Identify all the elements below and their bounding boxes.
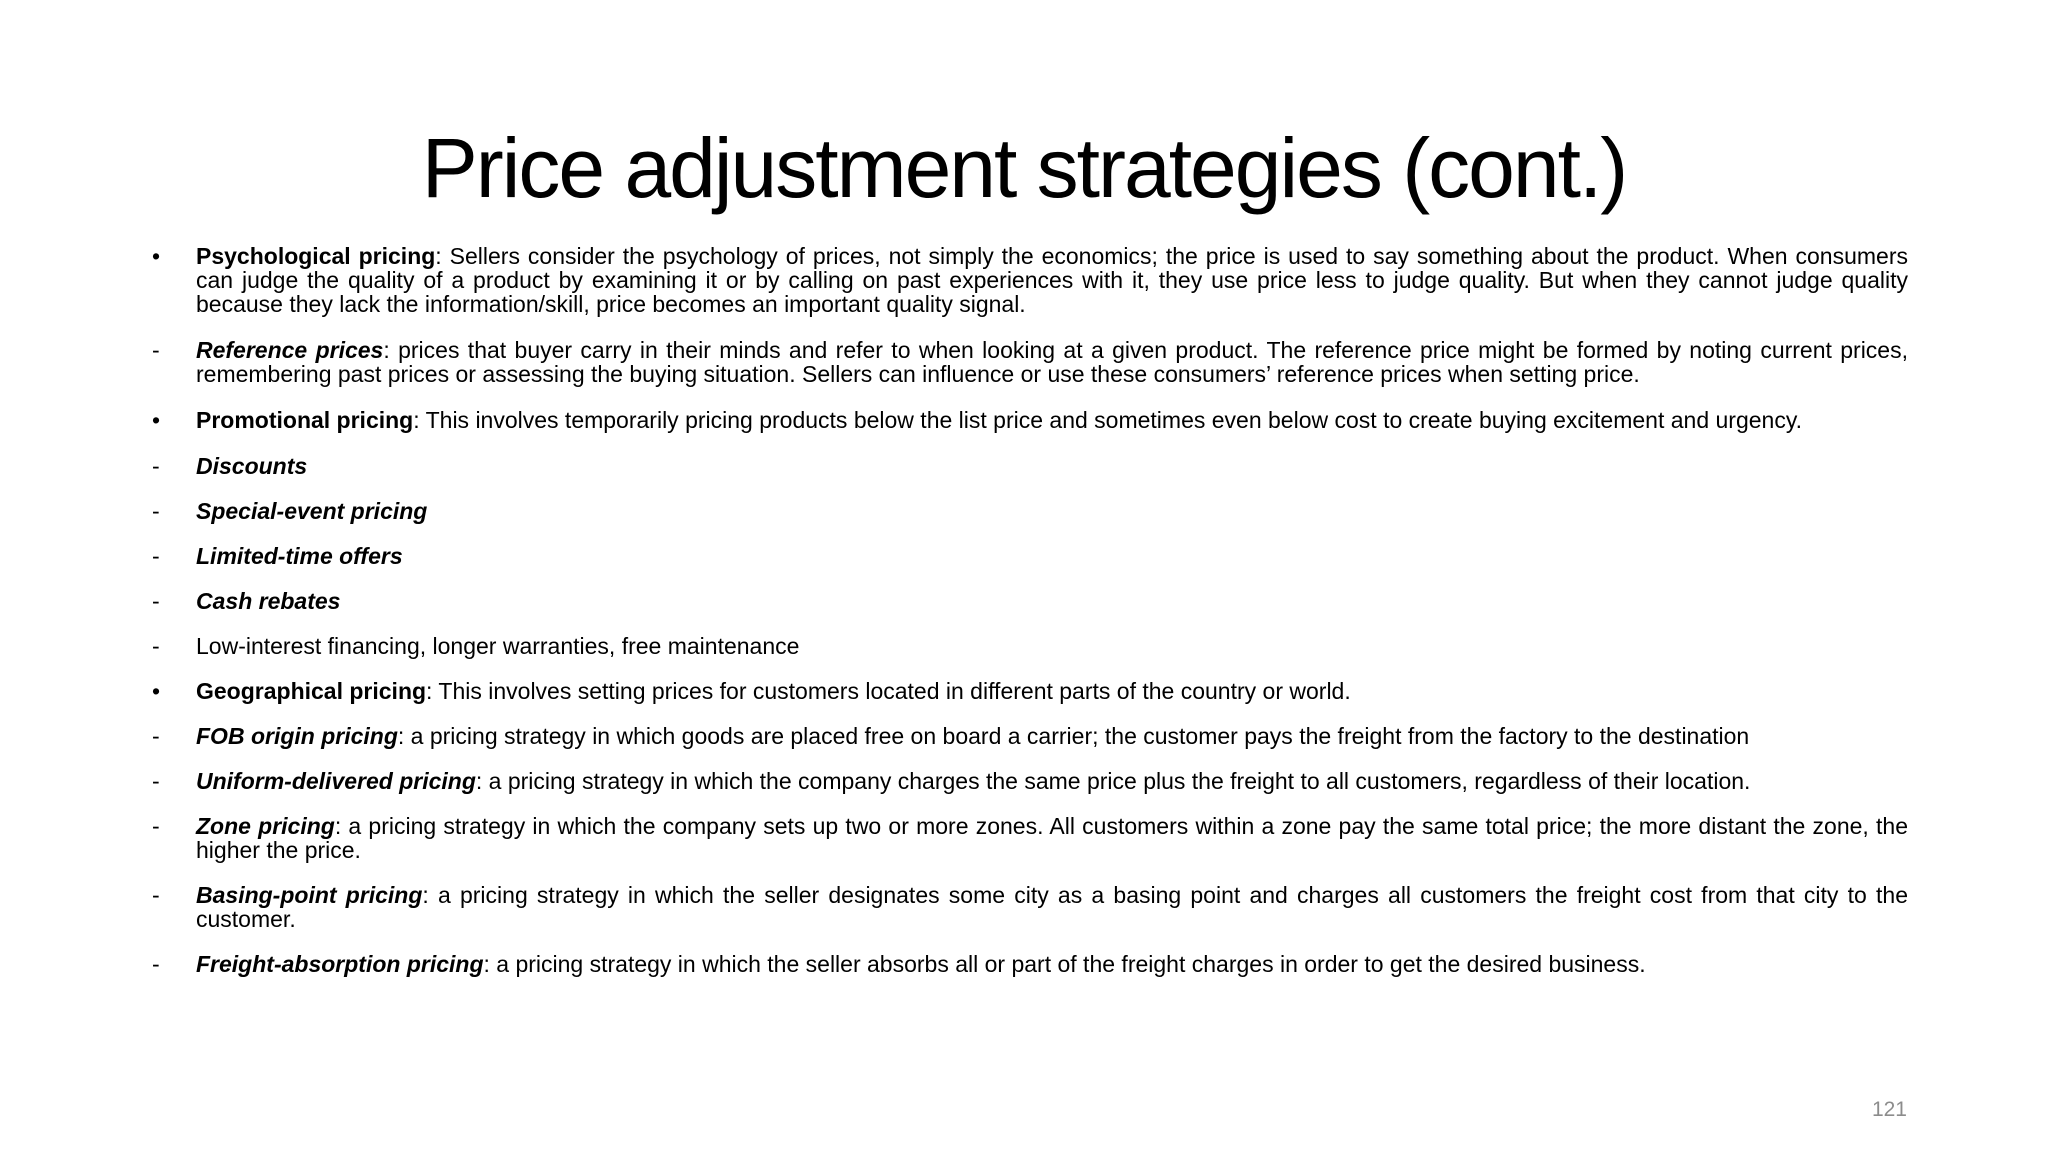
dash-marker: - [152, 337, 160, 363]
dash-marker: - [152, 813, 160, 839]
dash-marker: - [152, 723, 160, 749]
list-item-limited-time-offers [152, 544, 1908, 568]
dash-marker: - [152, 768, 160, 794]
item-term: Psychological pricing [196, 243, 436, 269]
list-item-geographical-pricing [152, 679, 1908, 703]
item-term: Freight-absorption pricing [196, 951, 484, 977]
list-item-uniform-delivered-pricing [152, 769, 1908, 793]
dash-marker: - [152, 588, 160, 614]
dash-marker: - [152, 453, 160, 479]
item-text: : a pricing strategy in which the seller absorbs all or part of the freight charges in order to get the desired business. [483, 951, 1646, 977]
item-text: : Sellers consider the psychology of prices, not simply the economics; the price is used to say something about the product. When consumers can judge the quality of a product by examining it or by calling on past experiences with it, they use price less to judge quality. But when they cannot judge quality because they lack the information/skill, price becomes an important quality signal. [196, 243, 1908, 317]
item-term: Reference prices [196, 337, 384, 363]
list-item-psychological-pricing [152, 244, 1908, 316]
bullet-marker: • [152, 243, 161, 269]
list-item-cash-rebates [152, 589, 1908, 613]
list-item-special-event-pricing [152, 499, 1908, 523]
item-term: Discounts [196, 453, 308, 479]
slide-title: Price adjustment strategies (cont.) [421, 121, 1627, 215]
list-item-promotional-pricing [152, 408, 1908, 432]
item-term: Special-event pricing [196, 498, 428, 524]
item-term: Zone pricing [196, 813, 335, 839]
dash-marker: - [152, 498, 160, 524]
item-term: FOB origin pricing [196, 723, 398, 749]
item-term: Limited-time offers [196, 543, 403, 569]
dash-marker: - [152, 543, 160, 569]
list-item-low-interest-financing [152, 634, 1908, 658]
list-item-fob-origin-pricing [152, 724, 1908, 748]
item-term: Promotional pricing [196, 407, 414, 433]
list-item-freight-absorption-pricing [152, 952, 1908, 976]
item-text: : prices that buyer carry in their minds and refer to when looking at a given product. The reference price might be formed by noting current prices, remembering past prices or assessing the buying situation. Sellers can influence or use these consumers’ reference prices when setting price. [196, 337, 1908, 387]
item-text: : a pricing strategy in which the seller designates some city as a basing point and charges all customers the freight cost from that city to the customer. [196, 882, 1908, 932]
bullet-marker: • [152, 407, 161, 433]
slide-number: 121 [1871, 1098, 1907, 1121]
dash-marker: - [152, 951, 160, 977]
item-text: : This involves temporarily pricing products below the list price and sometimes even below cost to create buying excitement and urgency. [413, 407, 1803, 433]
item-term: Uniform-delivered pricing [196, 768, 476, 794]
item-text: Low-interest financing, longer warranties, free maintenance [196, 633, 800, 659]
item-text: : This involves setting prices for customers located in different parts of the country or world. [426, 678, 1351, 704]
item-term: Basing-point pricing [196, 882, 423, 908]
item-term: Geographical pricing [196, 678, 427, 704]
item-term: Cash rebates [196, 588, 341, 614]
item-text: : a pricing strategy in which goods are placed free on board a carrier; the customer pays the freight from the factory to the destination [397, 723, 1750, 749]
list-item-basing-point-pricing [152, 883, 1908, 931]
list-item-reference-prices [152, 338, 1908, 386]
bullet-marker: • [152, 678, 161, 704]
list-item-discounts [152, 454, 1908, 478]
content-list [152, 244, 1908, 976]
dash-marker: - [152, 633, 160, 659]
item-text: : a pricing strategy in which the company sets up two or more zones. All customers within a zone pay the same total price; the more distant the zone, the higher the price. [196, 813, 1909, 863]
dash-marker: - [152, 882, 160, 908]
list-item-zone-pricing [152, 814, 1908, 862]
item-text: : a pricing strategy in which the company charges the same price plus the freight to all customers, regardless of their location. [475, 768, 1751, 794]
